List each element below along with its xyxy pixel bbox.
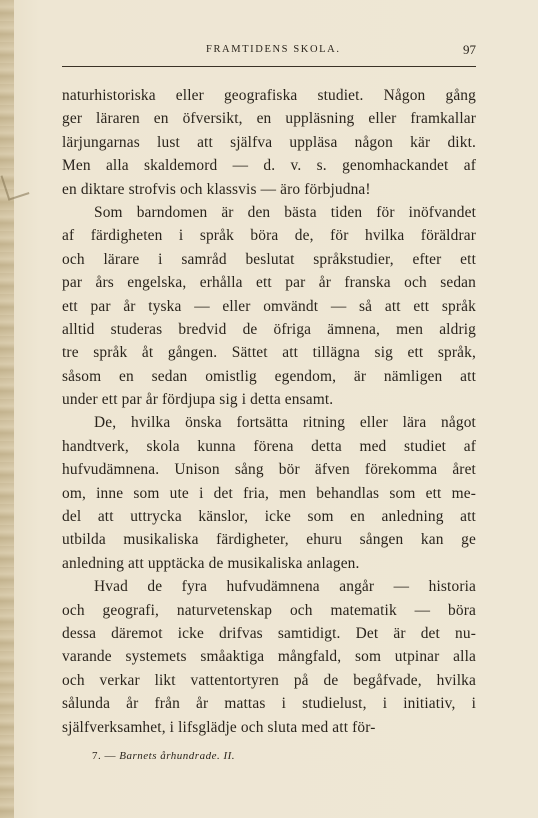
page-header	[62, 44, 476, 64]
body-text	[62, 84, 476, 739]
text-line: anledning att upptäcka de musikaliska anlagen.	[62, 554, 360, 572]
paragraph	[62, 575, 476, 739]
paragraph	[62, 411, 476, 575]
text-line: ger läraren en öfversikt, en uppläsning eller framkallar	[62, 110, 476, 128]
text-line: en diktare strofvis och klassvis — äro förbjudna!	[62, 180, 371, 198]
text-line: De, hvilka önska fortsätta ritning eller lära något	[94, 414, 476, 432]
signature-title: Barnets århundrade. II.	[119, 750, 236, 762]
text-line: själfverksamhet, i lifsglädje och sluta med att för-	[62, 718, 376, 736]
text-line: af färdigheten i språk böra de, för hvilka föräldrar	[62, 227, 476, 245]
text-line: och verkar likt vattentortyren på de begåfvade, hvilka	[62, 671, 476, 689]
text-line: Hvad de fyra hufvudämnena angår — historia	[94, 578, 476, 596]
text-line: varande systemets småaktiga mångfald, som utpinar alla	[62, 648, 476, 666]
text-line: lärjungarnas lust att själfva uppläsa någon kär dikt.	[62, 133, 476, 151]
running-title: FRAMTIDENS SKOLA.	[206, 44, 341, 55]
paragraph	[62, 84, 476, 201]
book-binding-edge	[0, 0, 14, 818]
signature-number: 7. —	[92, 750, 116, 762]
text-line: sålunda år från år mattas i studielust, i initiativ, i	[62, 695, 476, 713]
header-rule	[62, 66, 476, 67]
page-footer	[92, 750, 235, 762]
page-number: 97	[463, 42, 476, 57]
text-line: Som barndomen är den bästa tiden för inöfvandet	[94, 203, 476, 221]
text-line: alltid studeras bredvid de öfriga ämnena, men aldrig	[62, 320, 476, 338]
text-line: utbilda musikaliska färdigheter, ehuru sången kan ge	[62, 531, 476, 549]
text-line: såsom en sedan omistlig egendom, är nämligen att	[62, 367, 476, 385]
text-line: dessa däremot icke drifvas samtidigt. Det är det nu-	[62, 624, 476, 642]
text-line: tre språk åt gången. Sättet att tillägna sig ett språk,	[62, 344, 476, 362]
text-line: del att uttrycka känslor, icke som en anledning att	[62, 508, 476, 526]
text-line: och geografi, naturvetenskap och matematik — böra	[62, 601, 476, 619]
text-line: naturhistoriska eller geografiska studiet. Någon gång	[62, 87, 476, 104]
text-line: Men alla skaldemord — d. v. s. genomhackandet af	[62, 157, 476, 175]
text-line: ett par år tyska — eller omvändt — så att ett språk	[62, 297, 476, 315]
text-line: under ett par år fördjupa sig i detta ensamt.	[62, 391, 334, 409]
text-line: hufvudämnena. Unison sång bör äfven förekomma året	[62, 461, 476, 479]
text-line: och lärare i samråd beslutat språkstudier, efter ett	[62, 250, 476, 268]
paragraph	[62, 201, 476, 412]
text-line: par års engelska, erhålla ett par år franska och sedan	[62, 274, 476, 292]
text-line: handtverk, skola kunna förena detta med studiet af	[62, 437, 476, 455]
text-line: om, inne som ute i det fria, men behandlas som ett me-	[62, 484, 476, 502]
